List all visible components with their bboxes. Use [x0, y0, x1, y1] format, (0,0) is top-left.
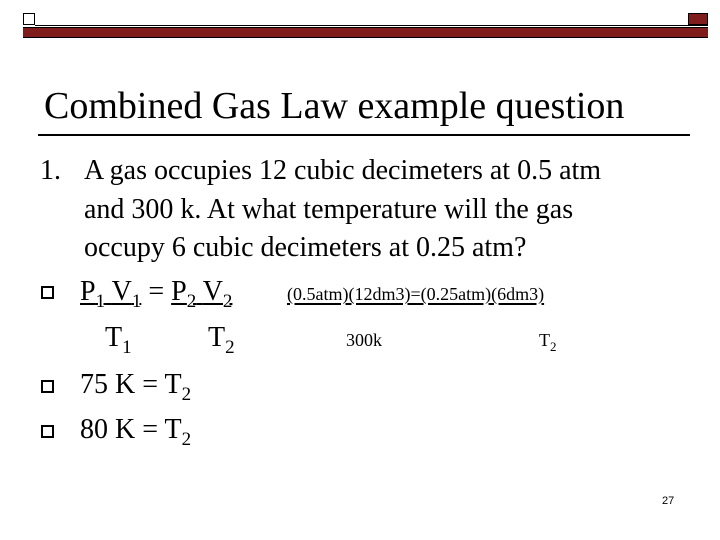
question-line-2: and 300 k. At what temperature will the gas: [84, 194, 574, 225]
work-numerator: (0.5atm)(12dm3)=(0.25atm)(6dm3): [287, 284, 545, 304]
page-number: 27: [662, 495, 675, 507]
title-underline-rule: [38, 134, 690, 136]
work-denominator-left: 300k: [346, 330, 382, 350]
title-bar-dark-stripe: [23, 27, 708, 38]
formula-denominator-right: $T_2$: [208, 322, 235, 358]
answer-75k: 75 $K = T_2$: [80, 369, 192, 405]
question-line-3: occupy 6 cubic decimeters at 0.25 atm?: [84, 232, 527, 263]
question-number: 1.: [40, 155, 61, 186]
title-bar-end-block: [688, 13, 708, 25]
formula-numerator: $P_1$ $V_1 = P_2$ $V_2$: [80, 276, 233, 312]
title-bar-square: [23, 13, 35, 25]
bullet-icon: [41, 380, 54, 393]
slide-title: Combined Gas Law example question: [44, 85, 625, 127]
title-bar-line: [35, 25, 708, 26]
bullet-icon: [41, 425, 54, 438]
work-denominator-right: $T_2$: [539, 330, 557, 354]
answer-80k: 80 $K = T_2$: [80, 414, 192, 450]
bullet-icon: [41, 286, 54, 299]
formula-denominator-left: $T_1$: [105, 322, 132, 358]
question-line-1: A gas occupies 12 cubic decimeters at 0.5 atm: [84, 155, 602, 186]
